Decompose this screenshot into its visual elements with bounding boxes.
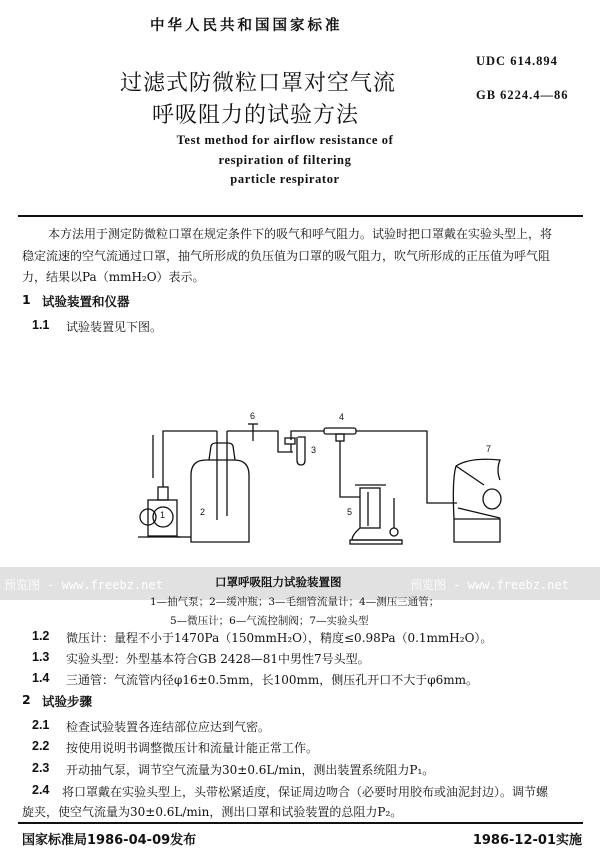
figure-legend-line-1: 1—抽气泵；2—缓冲瓶；3—毛细管流量计；4—测压三通管； (150, 596, 440, 608)
section-1-number: 1 (22, 292, 31, 307)
label-7: 7 (486, 444, 492, 454)
item-2-4-number: 2.4 (32, 783, 50, 797)
item-2-2-number: 2.2 (32, 739, 50, 753)
item-2-3-text: 开动抽气泵，调节空气流量为30±0.6L/min，测出装置系统阻力P₁。 (66, 763, 435, 777)
title-en-line-2: respiration of filtering (218, 153, 352, 167)
item-2-4-text: 将口罩戴在实验头型上，头带松紧适度，保证周边吻合（必要时用胶布或油泥封边）。调节螺 (62, 785, 549, 799)
issued-date: 国家标准局1986-04-09发布 (22, 833, 197, 848)
label-4: 4 (339, 412, 345, 422)
label-5: 5 (347, 507, 353, 517)
micromanometer-5 (350, 485, 402, 544)
item-1-1-number: 1.1 (32, 318, 50, 332)
item-1-3-text: 实验头型：外型基本符合GB 2428—81中男性7号头型。 (66, 652, 370, 666)
air-pump-1 (138, 435, 181, 537)
gb-code: GB 6224.4—86 (476, 88, 569, 102)
watermark-text: 预览图 - www.freebz.net (410, 578, 569, 592)
pressure-tee-4 (324, 428, 356, 441)
figure-legend-line-2: 5—微压计；6—气流控制阀；7—实验头型 (170, 615, 369, 627)
figure-caption: 口罩呼吸阻力试验装置图 (215, 575, 342, 589)
capillary-flowmeter-3 (285, 437, 305, 465)
buffer-bottle-2 (177, 431, 249, 542)
publisher: 中华人民共和国国家标准 (150, 18, 343, 34)
label-1: 1 (160, 510, 166, 520)
item-1-2-text: 微压计：量程不小于1470Pa（150mmH₂O），精度≤0.98Pa（0.1mmH₂O）。 (66, 631, 493, 645)
item-1-1-text: 试验装置见下图。 (66, 320, 163, 334)
title-line-1: 过滤式防微粒口罩对空气流 (120, 71, 397, 96)
flow-control-valve-6 (248, 424, 258, 441)
item-2-1-text: 检查试验装置各连结部位应达到气密。 (66, 720, 271, 734)
item-2-2-text: 按使用说明书调整微压计和流量计能正常工作。 (66, 741, 319, 755)
intro-line-2: 稳定流速的空气流通过口罩，抽气所形成的负压值为口罩的吸气阻力，吹气所形成的正压值为呼气阻 (22, 249, 551, 263)
title-en-line-3: particle respirator (230, 172, 340, 186)
item-1-2-number: 1.2 (32, 629, 50, 643)
item-1-3-number: 1.3 (32, 650, 50, 664)
item-2-3-number: 2.3 (32, 761, 50, 775)
udc-code: UDC 614.894 (476, 54, 558, 68)
intro-line-1: 本方法用于测定防微粒口罩在规定条件下的吸气和呼气阻力。试验时把口罩戴在实验头型上，将 (48, 227, 553, 241)
watermark-text: 预览图 - www.freebz.net (4, 578, 163, 592)
bottom-rule (18, 822, 583, 824)
section-1-title: 试验装置和仪器 (42, 294, 130, 309)
item-2-1-number: 2.1 (32, 718, 50, 732)
section-2-number: 2 (22, 692, 31, 707)
label-2: 2 (200, 507, 206, 517)
label-3: 3 (311, 445, 317, 455)
test-headform-7 (453, 459, 501, 542)
tubing (163, 431, 457, 503)
item-2-4-continuation: 旋夹，使空气流量为30±0.6L/min，测出口罩和试验装置的总阻力P₂。 (22, 805, 403, 819)
label-6: 6 (250, 411, 256, 421)
section-2-title: 试验步骤 (42, 694, 93, 709)
intro-line-3: 力，结果以Pa（mmH₂O）表示。 (22, 270, 205, 284)
item-1-4-text: 三通管：气流管内径φ16±0.5mm，长100mm，侧压孔开口不大于φ6mm。 (66, 673, 479, 687)
test-apparatus-diagram (0, 400, 600, 560)
effective-date: 1986-12-01实施 (472, 833, 582, 848)
title-line-2: 呼吸阻力的试验方法 (152, 103, 360, 128)
title-en-line-1: Test method for airflow resistance of (176, 133, 394, 147)
item-1-4-number: 1.4 (32, 671, 50, 685)
top-rule (18, 215, 583, 217)
